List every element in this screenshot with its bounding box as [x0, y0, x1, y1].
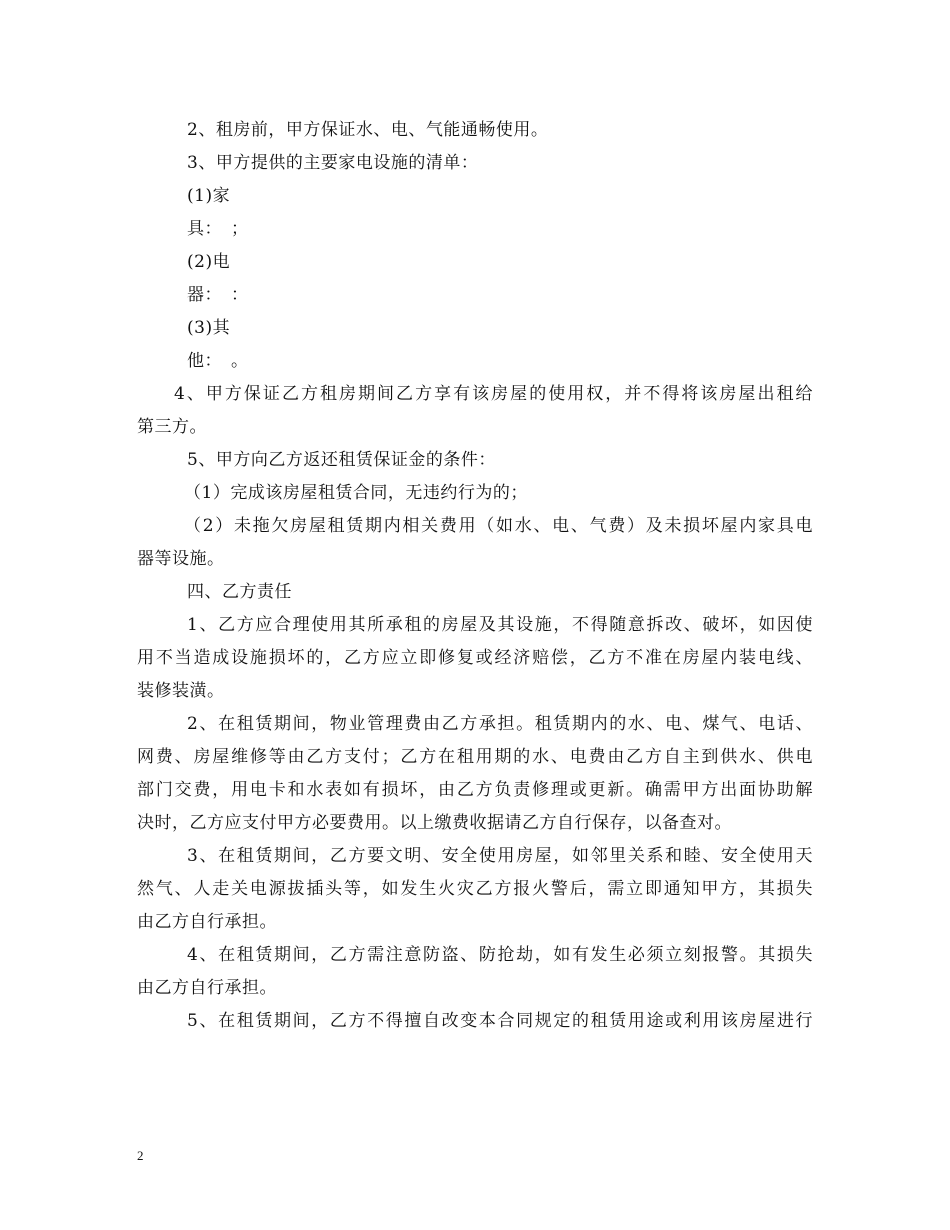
- text-line: 5、甲方向乙方返还租赁保证金的条件：: [187, 450, 496, 470]
- text-line: 决时，乙方应支付甲方必要费用。以上缴费收据请乙方自行保存，以备查对。: [137, 813, 732, 833]
- text-line: 3、甲方提供的主要家电设施的清单：: [187, 153, 479, 173]
- text-line: 用不当造成设施损坏的，乙方应立即修复或经济赔偿，乙方不准在房屋内装电线、: [137, 648, 813, 668]
- text-line: 网费、房屋维修等由乙方支付；乙方在租用期的水、电费由乙方自主到供水、供电: [137, 747, 813, 767]
- text-line: 器： ：: [187, 285, 249, 305]
- text-line: 2、租房前，甲方保证水、电、气能通畅使用。: [187, 120, 549, 140]
- text-line: （1）完成该房屋租赁合同，无违约行为的；: [184, 483, 528, 503]
- text-line: 5、在租赁期间，乙方不得擅自改变本合同规定的租赁用途或利用该房屋进行: [187, 1011, 813, 1031]
- text-line: 器等设施。: [137, 549, 225, 569]
- text-line: (3)其: [187, 318, 231, 338]
- text-line: 4、甲方保证乙方租房期间乙方享有该房屋的使用权，并不得将该房屋出租给: [174, 384, 813, 404]
- page-number: 2: [137, 1148, 144, 1163]
- text-line: 部门交费，用电卡和水表如有损坏，由乙方负责修理或更新。确需甲方出面协助解: [137, 780, 813, 800]
- section-heading: 四、乙方责任: [187, 582, 292, 602]
- text-line: 2、在租赁期间，物业管理费由乙方承担。租赁期内的水、电、煤气、电话、: [187, 714, 813, 734]
- text-line: 4、在租赁期间，乙方需注意防盗、防抢劫，如有发生必须立刻报警。其损失: [187, 945, 813, 965]
- text-line: 第三方。: [137, 417, 207, 437]
- text-line: 1、乙方应合理使用其所承租的房屋及其设施，不得随意拆改、破坏，如因使: [187, 615, 813, 635]
- text-line: (2)电: [187, 252, 231, 272]
- text-line: 由乙方自行承担。: [137, 912, 277, 932]
- text-line: 装修装潢。: [137, 681, 225, 701]
- text-line: 具： ；: [187, 219, 249, 239]
- text-line: 然气、人走关电源拔插头等，如发生火灾乙方报火警后，需立即通知甲方，其损失: [137, 879, 813, 899]
- text-line: 他： 。: [187, 351, 249, 371]
- text-line: 由乙方自行承担。: [137, 978, 277, 998]
- text-line: （2）未拖欠房屋租赁期内相关费用（如水、电、气费）及未损坏屋内家具电: [184, 516, 813, 536]
- text-line: 3、在租赁期间，乙方要文明、安全使用房屋，如邻里关系和睦、安全使用天: [187, 846, 813, 866]
- text-line: (1)家: [187, 186, 231, 206]
